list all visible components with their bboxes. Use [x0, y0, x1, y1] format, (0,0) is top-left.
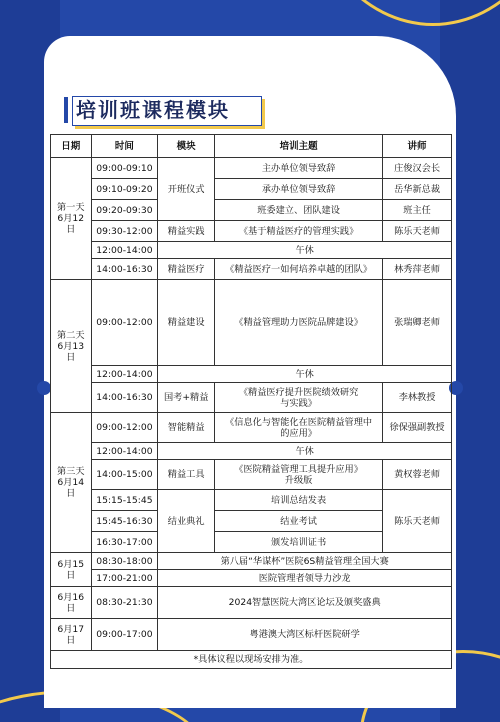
header-lecturer: 讲师	[383, 135, 452, 158]
lecturer-cell: 庄俊汉会长	[383, 158, 452, 179]
date-cell: 第二天 6月13日	[51, 280, 92, 413]
table-row	[51, 242, 452, 259]
header-topic: 培训主题	[215, 135, 383, 158]
topic-cell: 结业考试	[215, 511, 383, 532]
date-cell: 第三天 6月14日	[51, 413, 92, 553]
time-cell: 09:00-17:00	[91, 619, 158, 651]
table-row	[51, 651, 452, 669]
table-row	[51, 587, 452, 619]
lecturer-cell: 黄权蓉老师	[383, 460, 452, 490]
table-row	[51, 619, 452, 651]
topic-cell: 《精益管理助力医院品牌建设》	[215, 280, 383, 366]
event-cell: 2024智慧医院大湾区论坛及颁奖盛典	[158, 587, 452, 619]
table-header-row	[51, 135, 452, 158]
time-cell: 08:30-21:30	[91, 587, 158, 619]
lecturer-cell: 班主任	[383, 200, 452, 221]
table-row	[51, 490, 452, 511]
table-row	[51, 158, 452, 179]
topic-cell: 培训总结发表	[215, 490, 383, 511]
table-row	[51, 179, 452, 200]
module-cell: 精益建设	[158, 280, 215, 366]
table-row	[51, 570, 452, 587]
lecturer-cell: 张瑞卿老师	[383, 280, 452, 366]
lunch-cell: 午休	[158, 242, 452, 259]
time-cell: 17:00-21:00	[91, 570, 158, 587]
decorative-dot	[37, 381, 51, 395]
module-cell: 国考+精益	[158, 383, 215, 413]
lunch-cell: 午休	[158, 366, 452, 383]
module-cell: 结业典礼	[158, 490, 215, 553]
module-cell: 智能精益	[158, 413, 215, 443]
time-cell: 14:00-15:00	[91, 460, 158, 490]
date-cell: 6月16日	[51, 587, 92, 619]
date-cell: 6月15日	[51, 553, 92, 587]
table-row	[51, 460, 452, 490]
schedule-table	[50, 134, 452, 669]
time-cell: 09:00-09:10	[91, 158, 158, 179]
time-cell: 12:00-14:00	[91, 443, 158, 460]
time-cell: 15:45-16:30	[91, 511, 158, 532]
time-cell: 09:20-09:30	[91, 200, 158, 221]
topic-cell: 班委建立、团队建设	[215, 200, 383, 221]
topic-cell: 《信息化与智能化在医院精益管理中 的应用》	[215, 413, 383, 443]
topic-cell: 《医院精益管理工具提升应用》 升级版	[215, 460, 383, 490]
table-row	[51, 383, 452, 413]
time-cell: 14:00-16:30	[91, 259, 158, 280]
module-cell: 精益医疗	[158, 259, 215, 280]
lecturer-cell: 陈乐天老师	[383, 221, 452, 242]
time-cell: 16:30-17:00	[91, 532, 158, 553]
time-cell: 14:00-16:30	[91, 383, 158, 413]
topic-cell: 《精益医疗提升医院绩效研究 与实践》	[215, 383, 383, 413]
table-row	[51, 259, 452, 280]
table-row	[51, 221, 452, 242]
lunch-cell: 午休	[158, 443, 452, 460]
time-cell: 15:15-15:45	[91, 490, 158, 511]
time-cell: 09:00-12:00	[91, 413, 158, 443]
table-row	[51, 280, 452, 366]
time-cell: 12:00-14:00	[91, 242, 158, 259]
topic-cell: 《精益医疗一如何培养卓越的团队》	[215, 259, 383, 280]
header-module: 模块	[158, 135, 215, 158]
table-row	[51, 366, 452, 383]
topic-cell: 主办单位领导致辞	[215, 158, 383, 179]
lecturer-cell: 李林教授	[383, 383, 452, 413]
module-cell: 精益实践	[158, 221, 215, 242]
topic-cell: 承办单位领导致辞	[215, 179, 383, 200]
schedule-table-wrap	[50, 134, 452, 669]
event-cell: 粤港澳大湾区标杆医院研学	[158, 619, 452, 651]
header-date: 日期	[51, 135, 92, 158]
page-title: 培训班课程模块	[76, 98, 230, 122]
topic-cell: 《基于精益医疗的管理实践》	[215, 221, 383, 242]
lecturer-cell: 岳华新总裁	[383, 179, 452, 200]
title-accent-bar	[64, 97, 68, 123]
lecturer-cell: 徐保强副教授	[383, 413, 452, 443]
time-cell: 08:30-18:00	[91, 553, 158, 570]
date-cell: 6月17日	[51, 619, 92, 651]
time-cell: 09:00-12:00	[91, 280, 158, 366]
event-cell: 医院管理者领导力沙龙	[158, 570, 452, 587]
table-row	[51, 553, 452, 570]
lecturer-cell: 林秀萍老师	[383, 259, 452, 280]
module-cell: 精益工具	[158, 460, 215, 490]
topic-cell: 颁发培训证书	[215, 532, 383, 553]
time-cell: 12:00-14:00	[91, 366, 158, 383]
table-row	[51, 200, 452, 221]
lecturer-cell: 陈乐天老师	[383, 490, 452, 553]
footnote-cell: *具体议程以现场安排为准。	[51, 651, 452, 669]
time-cell: 09:10-09:20	[91, 179, 158, 200]
time-cell: 09:30-12:00	[91, 221, 158, 242]
header-time: 时间	[91, 135, 158, 158]
date-cell: 第一天 6月12日	[51, 158, 92, 280]
table-row	[51, 413, 452, 443]
module-cell: 开班仪式	[158, 158, 215, 221]
table-row	[51, 443, 452, 460]
event-cell: 第八届“华谋杯”医院6S精益管理全国大赛	[158, 553, 452, 570]
